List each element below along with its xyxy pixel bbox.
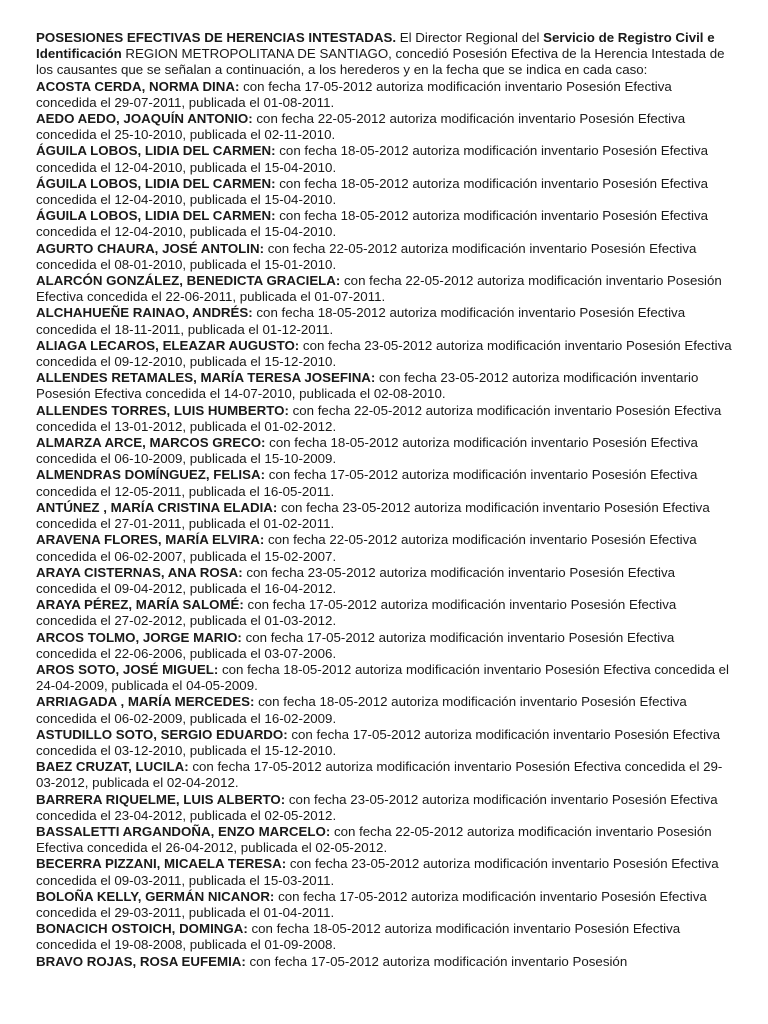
- entry-text: con fecha 17-05-2012 autoriza modificación inventario Posesión Efectiva concedida el 12-05-2011, publicada el 16-05-2011.: [36, 467, 698, 499]
- entry-paragraph: [36, 856, 736, 888]
- entry-paragraph: [36, 759, 736, 791]
- entry-name: ALMENDRAS DOMÍNGUEZ, FELISA:: [36, 467, 265, 483]
- entry-name: ÁGUILA LOBOS, LIDIA DEL CARMEN:: [36, 143, 276, 159]
- entry-paragraph: [36, 143, 736, 175]
- entry-paragraph: [36, 597, 736, 629]
- entry-name: ARCOS TOLMO, JORGE MARIO:: [36, 629, 242, 645]
- intro-paragraph: [36, 30, 736, 79]
- entry-paragraph: [36, 792, 736, 824]
- entry-paragraph: [36, 630, 736, 662]
- entry-paragraph: [36, 727, 736, 759]
- entry-text: con fecha 23-05-2012 autoriza modificación inventario Posesión Efectiva concedida el 14-07-2010, publicada el 02-08-2010.: [36, 370, 699, 402]
- entry-paragraph: [36, 176, 736, 208]
- entry-name: BECERRA PIZZANI, MICAELA TERESA:: [36, 856, 287, 872]
- entry-paragraph: [36, 662, 736, 694]
- entry-paragraph: [36, 305, 736, 337]
- entry-text: con fecha 22-05-2012 autoriza modificación inventario Posesión Efectiva concedida el 26-04-2012, publicada el 02-05-2012.: [36, 823, 712, 856]
- entry-paragraph: [36, 954, 736, 970]
- entry-text: con fecha 23-05-2012 autoriza modificación inventario Posesión Efectiva concedida el 09-04-2012, publicada el 16-04-2012.: [36, 564, 676, 596]
- entry-text: con fecha 17-05-2012 autoriza modificación inventario Posesión Efectiva concedida el 29-03-2012, publicada el 02-04-2012.: [36, 759, 723, 791]
- entry-name: ARAVENA FLORES, MARÍA ELVIRA:: [36, 532, 265, 548]
- entry-text: con fecha 22-05-2012 autoriza modificación inventario Posesión Efectiva concedida el 06-02-2007, publicada el 15-02-2007.: [36, 532, 697, 564]
- entry-text: con fecha 23-05-2012 autoriza modificación inventario Posesión Efectiva concedida el 27-01-2011, publicada el 01-02-2011.: [36, 499, 710, 532]
- entry-name: BAEZ CRUZAT, LUCILA:: [36, 759, 189, 775]
- entry-paragraph: [36, 273, 736, 305]
- entry-name: ARAYA PÉREZ, MARÍA SALOMÉ:: [36, 597, 244, 613]
- entry-text: con fecha 18-05-2012 autoriza modificación inventario Posesión Efectiva concedida el 18-11-2011, publicada el 01-12-2011.: [36, 305, 686, 337]
- entry-paragraph: [36, 241, 736, 273]
- entry-text: con fecha 18-05-2012 autoriza modificación inventario Posesión Efectiva concedida el 12-04-2010, publicada el 15-04-2010.: [36, 143, 708, 175]
- entry-text: con fecha 23-05-2012 autoriza modificación inventario Posesión Efectiva concedida el 09-12-2010, publicada el 15-12-2010.: [36, 337, 732, 370]
- entry-name: ALCHAHUEÑE RAINAO, ANDRÉS:: [36, 305, 253, 321]
- entry-text: con fecha 17-05-2012 autoriza modificación inventario Posesión Efectiva concedida el 29-07-2011, publicada el 01-08-2011.: [36, 78, 672, 110]
- entry-text: con fecha 18-05-2012 autoriza modificación inventario Posesión Efectiva concedida el 06-02-2009, publicada el 16-02-2009.: [36, 694, 687, 726]
- entry-text: con fecha 18-05-2012 autoriza modificación inventario Posesión Efectiva concedida el 06-10-2009, publicada el 15-10-2009.: [36, 435, 698, 467]
- entry-text: con fecha 22-05-2012 autoriza modificación inventario Posesión Efectiva concedida el 25-10-2010, publicada el 02-11-2010.: [36, 111, 686, 143]
- entry-paragraph: [36, 565, 736, 597]
- entry-text: con fecha 22-05-2012 autoriza modificación inventario Posesión Efectiva concedida el 13-01-2012, publicada el 01-02-2012.: [36, 402, 722, 434]
- entry-name: ALMARZA ARCE, MARCOS GRECO:: [36, 435, 266, 451]
- document-title: POSESIONES EFECTIVAS DE HERENCIAS INTESTADAS.: [36, 30, 397, 45]
- entry-name: BONACICH OSTOICH, DOMINGA:: [36, 921, 248, 937]
- entry-paragraph: [36, 338, 736, 370]
- entry-paragraph: [36, 208, 736, 240]
- entry-paragraph: [36, 921, 736, 953]
- entry-name: ALLENDES RETAMALES, MARÍA TERESA JOSEFINA:: [36, 370, 376, 386]
- entry-name: ACOSTA CERDA, NORMA DINA:: [36, 78, 240, 94]
- entry-paragraph: [36, 467, 736, 499]
- entry-name: ALIAGA LECAROS, ELEAZAR AUGUSTO:: [36, 337, 300, 353]
- entry-paragraph: [36, 889, 736, 921]
- entry-text: con fecha 18-05-2012 autoriza modificación inventario Posesión Efectiva concedida el 19-08-2008, publicada el 01-09-2008.: [36, 921, 681, 953]
- entry-text: con fecha 18-05-2012 autoriza modificación inventario Posesión Efectiva concedida el 24-04-2009, publicada el 04-05-2009.: [36, 661, 730, 694]
- intro-text: El Director Regional del: [396, 30, 544, 45]
- entry-name: ARAYA CISTERNAS, ANA ROSA:: [36, 564, 243, 580]
- document-page: [36, 30, 736, 970]
- entry-text: con fecha 23-05-2012 autoriza modificación inventario Posesión Efectiva concedida el 09-03-2011, publicada el 15-03-2011.: [36, 856, 719, 888]
- entry-name: BRAVO ROJAS, ROSA EUFEMIA:: [36, 953, 246, 969]
- entry-name: ÁGUILA LOBOS, LIDIA DEL CARMEN:: [36, 208, 276, 224]
- entry-paragraph: [36, 111, 736, 143]
- entry-name: BOLOÑA KELLY, GERMÁN NICANOR:: [36, 888, 275, 904]
- entry-paragraph: [36, 500, 736, 532]
- entry-name: AEDO AEDO, JOAQUÍN ANTONIO:: [36, 111, 253, 127]
- entry-name: ASTUDILLO SOTO, SERGIO EDUARDO:: [36, 726, 288, 742]
- entry-name: ALLENDES TORRES, LUIS HUMBERTO:: [36, 402, 289, 418]
- entry-paragraph: [36, 79, 736, 111]
- entries-list: [36, 79, 736, 970]
- entry-paragraph: [36, 435, 736, 467]
- entry-text: con fecha 23-05-2012 autoriza modificación inventario Posesión Efectiva concedida el 23-04-2012, publicada el 02-05-2012.: [36, 791, 718, 823]
- entry-text: con fecha 18-05-2012 autoriza modificación inventario Posesión Efectiva concedida el 12-04-2010, publicada el 15-04-2010.: [36, 175, 708, 208]
- intro-text-continued: REGION METROPOLITANA DE SANTIAGO, concedió Posesión Efectiva de la Herencia Intestada de los causantes que se señalan a continuación, a los herederos y en la fecha que se indica en cada caso:: [36, 46, 725, 78]
- entry-name: AGURTO CHAURA, JOSÉ ANTOLIN:: [36, 240, 265, 256]
- entry-text: con fecha 22-05-2012 autoriza modificación inventario Posesión Efectiva concedida el 08-01-2010, publicada el 15-01-2010.: [36, 240, 697, 272]
- entry-paragraph: [36, 370, 736, 402]
- entry-paragraph: [36, 403, 736, 435]
- entry-text: con fecha 18-05-2012 autoriza modificación inventario Posesión Efectiva concedida el 12-04-2010, publicada el 15-04-2010.: [36, 208, 708, 240]
- entry-name: ÁGUILA LOBOS, LIDIA DEL CARMEN:: [36, 175, 276, 191]
- service-name: Servicio de Registro Civil e Identificación: [36, 30, 715, 62]
- entry-name: ARRIAGADA , MARÍA MERCEDES:: [36, 694, 255, 710]
- entry-text: con fecha 17-05-2012 autoriza modificación inventario Posesión Efectiva concedida el 29-03-2011, publicada el 01-04-2011.: [36, 888, 707, 920]
- entry-text: con fecha 22-05-2012 autoriza modificación inventario Posesión Efectiva concedida el 22-06-2011, publicada el 01-07-2011.: [36, 273, 722, 305]
- entry-text: con fecha 17-05-2012 autoriza modificación inventario Posesión Efectiva concedida el 22-06-2006, publicada el 03-07-2006.: [36, 629, 675, 661]
- entry-name: ANTÚNEZ , MARÍA CRISTINA ELADIA:: [36, 499, 278, 515]
- entry-text: con fecha 17-05-2012 autoriza modificación inventario Posesión: [245, 953, 628, 969]
- entry-text: con fecha 17-05-2012 autoriza modificación inventario Posesión Efectiva concedida el 27-02-2012, publicada el 01-03-2012.: [36, 597, 677, 629]
- entry-name: BARRERA RIQUELME, LUIS ALBERTO:: [36, 791, 286, 807]
- entry-text: con fecha 17-05-2012 autoriza modificación inventario Posesión Efectiva concedida el 03-12-2010, publicada el 15-12-2010.: [36, 726, 721, 758]
- entry-paragraph: [36, 694, 736, 726]
- entry-paragraph: [36, 824, 736, 856]
- entry-name: BASSALETTI ARGANDOÑA, ENZO MARCELO:: [36, 823, 331, 839]
- entry-name: ALARCÓN GONZÁLEZ, BENEDICTA GRACIELA:: [36, 273, 341, 289]
- entry-paragraph: [36, 532, 736, 564]
- entry-name: AROS SOTO, JOSÉ MIGUEL:: [36, 661, 219, 677]
